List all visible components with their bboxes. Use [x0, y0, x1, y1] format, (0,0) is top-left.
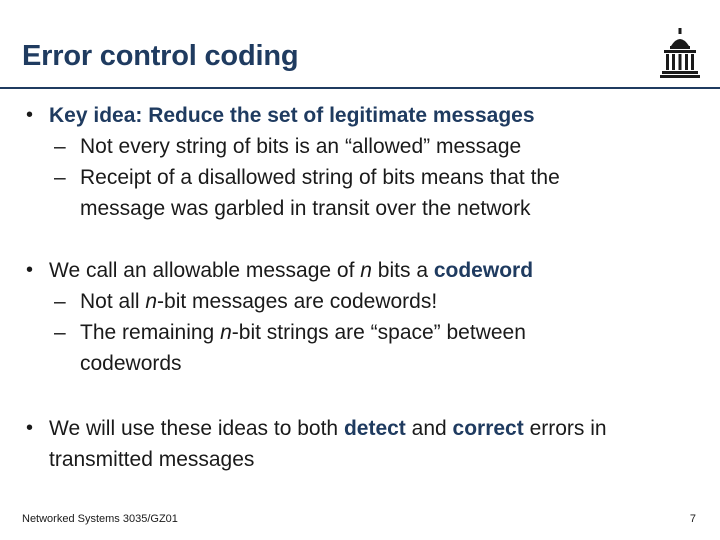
term-codeword: codeword: [433, 259, 534, 282]
bullet-codeword: [22, 255, 702, 286]
slide-title: Error control coding: [22, 40, 299, 72]
sub-text: -bit messages are codewords!: [157, 290, 438, 313]
bullet-text-cont: transmitted messages: [49, 448, 255, 471]
bullet-dot: •: [26, 417, 34, 439]
university-building-icon: [660, 28, 700, 78]
bullet-text: We call an allowable message of: [49, 259, 361, 282]
bullet-text: We will use these ideas to both: [49, 417, 344, 440]
bullet-text: errors in: [523, 417, 607, 440]
sub-text: Not all: [80, 290, 146, 313]
sub-bullet: [22, 162, 702, 224]
var-n: n: [145, 290, 158, 313]
sub-dash: –: [54, 135, 66, 158]
var-n: n: [220, 321, 232, 344]
bullet-dot: •: [26, 259, 34, 281]
sub-dash: –: [54, 290, 66, 313]
sub-text: -bit strings are “space” between: [231, 321, 526, 344]
sub-bullet: [22, 286, 702, 317]
bullet-text: and: [405, 417, 453, 440]
page-number: 7: [689, 513, 696, 525]
sub-dash: –: [54, 321, 66, 344]
slide-body: [22, 100, 702, 475]
term-correct: correct: [452, 417, 524, 440]
sub-text-cont: codewords: [80, 352, 182, 375]
sub-text-cont: message was garbled in transit over the network: [80, 197, 531, 220]
bullet-detect-correct: [22, 413, 702, 475]
sub-text: Not every string of bits is an “allowed” message: [80, 135, 522, 158]
sub-dash: –: [54, 166, 66, 189]
bullet-text: bits a: [371, 259, 434, 282]
sub-bullet: [22, 317, 702, 379]
sub-bullet: [22, 131, 702, 162]
var-n: n: [360, 259, 372, 282]
sub-text: The remaining: [80, 321, 221, 344]
sub-text: Receipt of a disallowed string of bits means that the: [80, 166, 560, 189]
footer-course: Networked Systems 3035/GZ01: [22, 513, 178, 525]
bullet-key-idea: [22, 100, 702, 131]
bullet-text: Key idea: Reduce the set of legitimate messages: [49, 104, 535, 127]
bullet-dot: •: [26, 104, 34, 126]
term-detect: detect: [343, 417, 406, 440]
title-divider: [0, 87, 720, 89]
